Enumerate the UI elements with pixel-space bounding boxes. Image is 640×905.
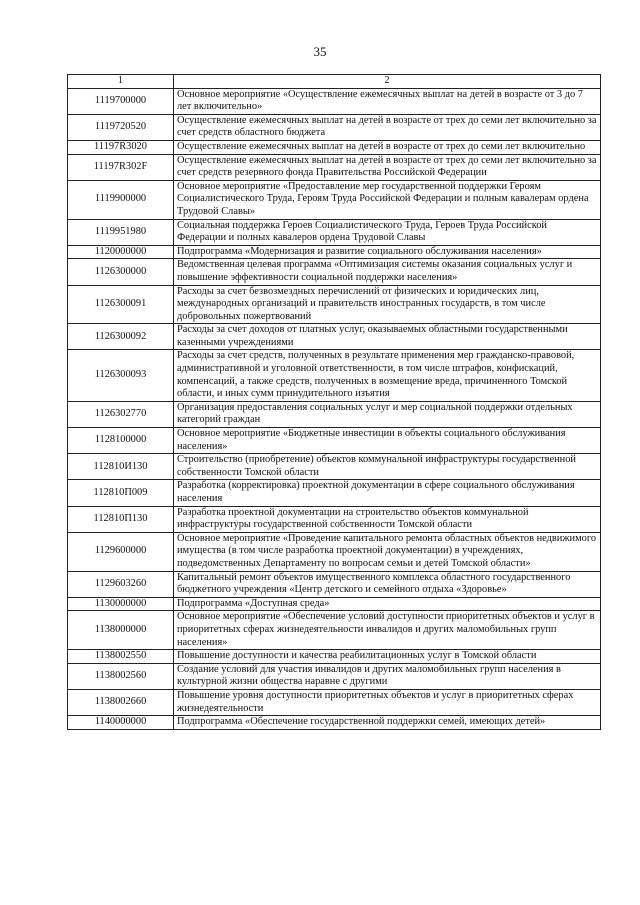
table-row	[68, 689, 601, 715]
table-header-row	[68, 75, 601, 89]
row-code: 1138002560	[68, 663, 174, 689]
row-description: Повышение уровня доступности приоритетных объектов и услуг в приоритетных сферах жизнедеятельности	[174, 689, 601, 715]
row-description: Социальная поддержка Героев Социалистического Труда, Героев Труда Российской Федерации и полных кавалеров ордена Трудовой Славы	[174, 219, 601, 245]
table-row	[68, 350, 601, 401]
table-row	[68, 401, 601, 427]
budget-classification-table	[67, 74, 601, 730]
table-row	[68, 597, 601, 611]
page-number: 35	[313, 44, 327, 59]
row-code: 1119900000	[68, 180, 174, 219]
table-row	[68, 324, 601, 350]
table-row	[68, 259, 601, 285]
table-row	[68, 140, 601, 154]
row-description: Осуществление ежемесячных выплат на детей в возрасте от трех до семи лет включительно за счет средств резервного фонда Правительства Российской Федерации	[174, 154, 601, 180]
row-description: Подпрограмма «Доступная среда»	[174, 597, 601, 611]
row-code: 1129600000	[68, 532, 174, 571]
row-description: Расходы за счет безвозмездных перечислений от физических и юридических лиц, международных организаций и правительств иностранных государств, в том числе добровольных пожертвований	[174, 285, 601, 324]
table-row	[68, 245, 601, 259]
row-code: 1126302770	[68, 401, 174, 427]
row-description: Основное мероприятие «Обеспечение условий доступности приоритетных объектов и услуг в приоритетных сферах жизнедеятельности инвалидов и других маломобильных групп населения»	[174, 611, 601, 650]
row-description: Основное мероприятие «Бюджетные инвестиции в объекты социального обслуживания населения»	[174, 428, 601, 454]
table-row	[68, 650, 601, 664]
table-row	[68, 180, 601, 219]
row-code: 1126300093	[68, 350, 174, 401]
row-code: 112810П130	[68, 506, 174, 532]
table-row	[68, 454, 601, 480]
row-description: Разработка проектной документации на строительство объектов коммунальной инфраструктуры государственной собственности Томской области	[174, 506, 601, 532]
table-row	[68, 428, 601, 454]
table-row	[68, 154, 601, 180]
table-row	[68, 506, 601, 532]
row-code: 1129603260	[68, 571, 174, 597]
row-description: Подпрограмма «Обеспечение государственной поддержки семей, имеющих детей»	[174, 716, 601, 730]
row-description: Ведомственная целевая программа «Оптимизация системы оказания социальных услуг и повышение эффективности социальной поддержки населения»	[174, 259, 601, 285]
row-description: Расходы за счет доходов от платных услуг, оказываемых областными государственными казенными учреждениями	[174, 324, 601, 350]
row-code: 112810И130	[68, 454, 174, 480]
row-description: Основное мероприятие «Проведение капитального ремонта областных объектов недвижимого имущества (в том числе разработка проектной документации) в учреждениях, подведомственных Департаменту по вопросам семьи и детей Томской области»	[174, 532, 601, 571]
row-description: Подпрограмма «Модернизация и развитие социального обслуживания населения»	[174, 245, 601, 259]
row-code: 1126300092	[68, 324, 174, 350]
row-code: 11197R3020	[68, 140, 174, 154]
row-description: Осуществление ежемесячных выплат на детей в возрасте от трех до семи лет включительно	[174, 140, 601, 154]
row-code: 1130000000	[68, 597, 174, 611]
table-row	[68, 716, 601, 730]
row-description: Организация предоставления социальных услуг и мер социальной поддержки отдельных категорий граждан	[174, 401, 601, 427]
row-code: 1138000000	[68, 611, 174, 650]
row-description: Расходы за счет средств, полученных в результате применения мер гражданско-правовой, административной и уголовной ответственности, в том числе штрафов, конфискаций, компенсаций, а также средств, полученных в возмещение вреда, причиненного Томской области, и иных сумм принудительного изъятия	[174, 350, 601, 401]
row-code: 1119951980	[68, 219, 174, 245]
row-description: Основное мероприятие «Осуществление ежемесячных выплат на детей в возрасте от 3 до 7 лет включительно»	[174, 88, 601, 114]
table-row	[68, 88, 601, 114]
table-row	[68, 571, 601, 597]
row-code: 1119720520	[68, 114, 174, 140]
row-code: 1128100000	[68, 428, 174, 454]
header-col-2: 2	[174, 75, 601, 89]
row-description: Строительство (приобретение) объектов коммунальной инфраструктуры государственной собственности Томской области	[174, 454, 601, 480]
row-code: 1126300000	[68, 259, 174, 285]
row-description: Повышение доступности и качества реабилитационных услуг в Томской области	[174, 650, 601, 664]
header-col-1: 1	[68, 75, 174, 89]
row-code: 11197R302F	[68, 154, 174, 180]
table-row	[68, 114, 601, 140]
table-row	[68, 663, 601, 689]
row-code: 1119700000	[68, 88, 174, 114]
row-description: Основное мероприятие «Предоставление мер государственной поддержки Героям Социалистического Труда, Героям Труда Российской Федерации и полным кавалерам ордена Трудовой Славы»	[174, 180, 601, 219]
table-row	[68, 480, 601, 506]
table-row	[68, 532, 601, 571]
row-description: Разработка (корректировка) проектной документации в сфере социального обслуживания населения	[174, 480, 601, 506]
row-code: 1120000000	[68, 245, 174, 259]
row-code: 1126300091	[68, 285, 174, 324]
row-code: 112810П009	[68, 480, 174, 506]
row-description: Осуществление ежемесячных выплат на детей в возрасте от трех до семи лет включительно за счет средств областного бюджета	[174, 114, 601, 140]
row-code: 1140000000	[68, 716, 174, 730]
row-code: 1138002660	[68, 689, 174, 715]
table-row	[68, 285, 601, 324]
row-description: Создание условий для участия инвалидов и других маломобильных групп населения в культурной жизни общества наравне с другими	[174, 663, 601, 689]
table-row	[68, 219, 601, 245]
row-code: 1138002550	[68, 650, 174, 664]
row-description: Капитальный ремонт объектов имущественного комплекса областного государственного бюджетного учреждения «Центр детского и семейного отдыха «Здоровье»	[174, 571, 601, 597]
table-row	[68, 611, 601, 650]
